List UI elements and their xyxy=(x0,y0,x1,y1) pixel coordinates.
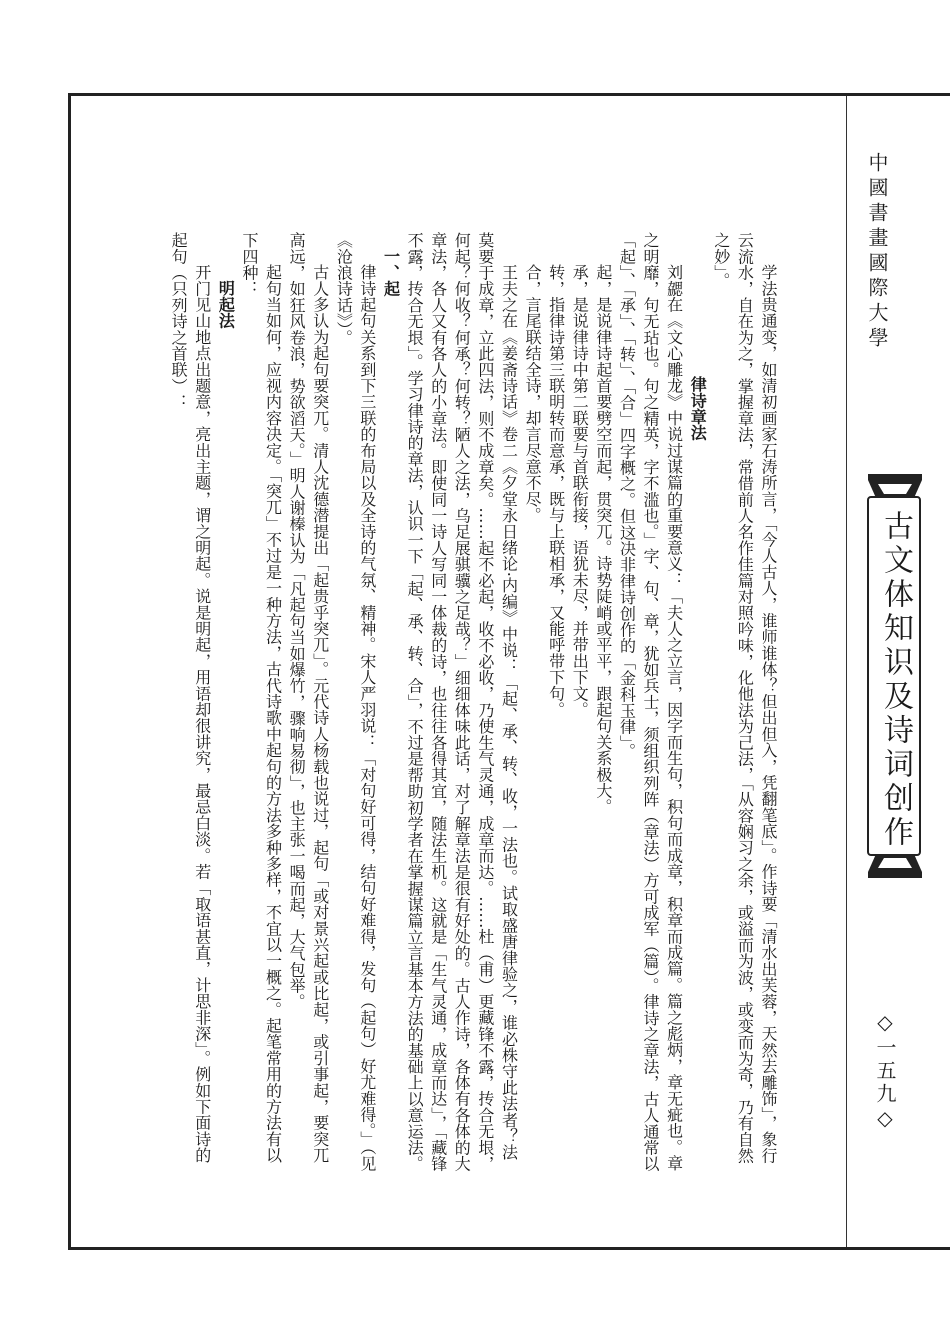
paragraph-yanyu: 律诗起句关系到下三联的布局以及全诗的气氛、精神。宋人严羽说：「对句好可得，结句好难得，发句（起句）好尤难得。」（见《沧浪诗话》）。 xyxy=(334,232,377,1172)
section-heading-qi: 一、起 xyxy=(381,248,401,297)
book-title-frame xyxy=(867,496,921,856)
paragraph-qi: 起，是说律诗起首要劈空而起，贯突兀。诗势陡峭或平平，跟起句关系极大。 xyxy=(593,264,613,815)
university-name: 中國書畫國際大學 xyxy=(865,152,889,352)
paragraph-intro: 学法贵通变，如清初画家石涛所言，「今人古人，谁师谁体？但出但入，凭翻笔底」。作诗要「清水出芙蓉，天然去雕饰」，象行云流水，自在为之，掌握章法，常借前人名作佳篇对照吟味，化他法为己法，「从容娴习之余，或溢而为波，或变而为奇，乃有自然之妙」。 xyxy=(711,232,778,1164)
sidebar-divider xyxy=(846,96,847,1247)
paragraph-wangfuzhi: 王夫之在《姜斋诗话》卷二《夕堂永日绪论·内编》中说：「起、承、转、收，一法也。试取盛唐律验之，谁必株守此法者？法莫要于成章，立此四法，则不成章矣。……起不必起，收不必收，乃使生气灵通，成章而达。……杜（甫）更藏锋不露，抟合无垠，何起？何收？何承？何转？陋人之法，乌足展骐骥之足哉？」细细体味此话，对了解章法是很有好处的。古人作诗，各体有各体的大章法，各人又有各人的小章法。即使同一诗人写同一体裁的诗，也往往各得其宜，随法生机。这就是「生气灵通，成章而达」，「藏锋不露，抟合无垠」。学习律诗的章法，认识一下「起、承、转、合」，不过是帮助初学者在掌握谋篇立言基本方法的基础上以意运法。 xyxy=(405,232,519,1172)
paragraph-he: 合，言尾联结全诗，却言尽意不尽。 xyxy=(523,264,543,524)
paragraph-methods: 起句当如何，应视内容决定。「突兀」不过是一种方法，古代诗歌中起句的方法多种多样，不宜以一概之。起笔常用的方法有以下四种： xyxy=(239,232,283,1164)
subheading-mingqi: 明起法 xyxy=(216,280,236,329)
book-title-box xyxy=(864,496,928,856)
body-text xyxy=(90,232,780,1172)
heading-rules: 律诗章法 xyxy=(688,376,708,441)
paragraph-cheng: 承，是说律诗中第二联要与首联衔接，语犹未尽，并带出下文。 xyxy=(570,264,590,718)
paragraph-wenxin: 刘勰在《文心雕龙》中说过谋篇的重要意义：「夫人之立言，因字而生句，积句而成章，积章而成篇。篇之彪炳，章无疵也。章之明靡，句无玷也。句之精英，字不滥也。」字、句、章，犹如兵士，须组织列阵（章法）方可成军（篇）。律诗之章法，古人通常以「起」、「承」、「转」、「合」四字概之。但这决非律诗创作的「金科玉律」。 xyxy=(617,232,684,1172)
paragraph-mingqi: 开门见山地点出题意，亮出主题，谓之明起。说是明起，用语却很讲究，最忌白淡。若「取语甚直，计思非深」。例如下面诗的起句（只列诗之首联）： xyxy=(169,232,212,1164)
paragraph-zhuan: 转，指律诗第三联明转而意承，既与上联相承，又能呼带下句。 xyxy=(546,264,566,718)
book-title: 古文体知识及诗词创作 xyxy=(878,510,913,850)
page-number: ◇一五九◇ xyxy=(873,1010,897,1133)
ornament-bottom-icon xyxy=(864,852,928,880)
paragraph-tuwu: 古人多认为起句要突兀。清人沈德潜提出「起贵乎突兀」。元代诗人杨载也说过，起句「或对景兴起或比起，或引事起，要突兀高远，如狂风卷浪，势欲滔天。」明人谢榛认为「凡起句当如爆竹，骤响易彻」，也主张一喝而起，大气包举。 xyxy=(287,232,330,1164)
